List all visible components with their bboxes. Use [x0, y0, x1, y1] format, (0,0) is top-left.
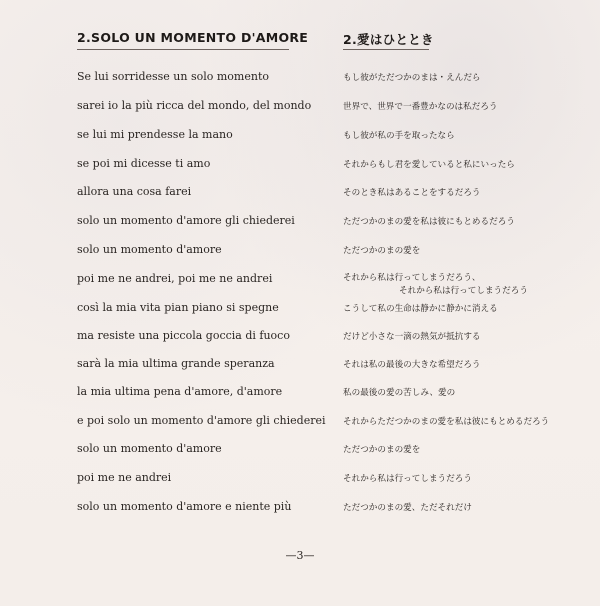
japanese-title-underline [343, 49, 429, 50]
page-number: —3— [285, 549, 315, 562]
japanese-lyric-line: ただつかのまの愛を [343, 246, 421, 256]
japanese-lyric-line: 世界で、世界で一番豊かなのは私だろう [343, 102, 498, 112]
italian-lyric-line: poi me ne andrei [77, 471, 172, 484]
japanese-lyric-line: それからただつかのまの愛を私は彼にもとめるだろう [343, 417, 550, 427]
japanese-lyric-line: ただつかのまの愛を [343, 445, 421, 455]
italian-lyric-line: se poi mi dicesse ti amo [77, 157, 211, 170]
japanese-lyric-line: そのとき私はあることをするだろう [343, 188, 481, 198]
italian-lyric-line: la mia ultima pena d'amore, d'amore [77, 385, 283, 398]
japanese-lyric-line: もし彼が私の手を取ったなら [343, 131, 455, 141]
italian-lyric-line: se lui mi prendesse la mano [77, 128, 233, 141]
japanese-lyric-line: ただつかのまの愛、ただそれだけ [343, 503, 472, 513]
japanese-lyric-line: それから私は行ってしまうだろう [399, 286, 528, 296]
japanese-lyric-line: それからもし君を愛していると私にいったら [343, 160, 515, 170]
italian-title-underline [77, 49, 289, 50]
italian-lyric-line: solo un momento d'amore e niente più [77, 500, 292, 513]
japanese-lyric-line: 私の最後の愛の苦しみ、愛の [343, 388, 456, 398]
italian-lyric-line: sarei io la più ricca del mondo, del mondo [77, 99, 312, 112]
italian-lyric-line: solo un momento d'amore [77, 243, 222, 256]
italian-lyric-line: poi me ne andrei, poi me ne andrei [77, 272, 273, 285]
japanese-lyric-line: こうして私の生命は静かに静かに消える [343, 304, 498, 314]
japanese-lyric-line: もし彼がただつかのまは・えんだら [343, 73, 481, 83]
italian-song-title: 2.SOLO UN MOMENTO D'AMORE [77, 30, 309, 45]
italian-lyric-line: ma resiste una piccola goccia di fuoco [77, 329, 290, 342]
japanese-lyric-line: それから私は行ってしまうだろう [343, 474, 472, 484]
japanese-lyric-line: ただつかのまの愛を私は彼にもとめるだろう [343, 217, 515, 227]
japanese-lyric-line: それは私の最後の大きな希望だろう [343, 360, 481, 370]
italian-lyric-line: allora una cosa farei [77, 185, 192, 198]
japanese-lyric-line: それから私は行ってしまうだろう、 [343, 273, 481, 283]
italian-lyric-line: Se lui sorridesse un solo momento [77, 70, 270, 83]
japanese-lyric-line: だけど小さな一滴の熱気が抵抗する [343, 332, 481, 342]
italian-lyric-line: solo un momento d'amore gli chiederei [77, 214, 295, 227]
italian-lyric-line: così la mia vita pian piano si spegne [77, 301, 279, 314]
italian-lyric-line: e poi solo un momento d'amore gli chiederei [77, 414, 326, 427]
italian-lyric-line: sarà la mia ultima grande speranza [77, 357, 275, 370]
italian-lyric-line: solo un momento d'amore [77, 442, 222, 455]
japanese-song-title: 2.愛はひととき [343, 32, 434, 47]
